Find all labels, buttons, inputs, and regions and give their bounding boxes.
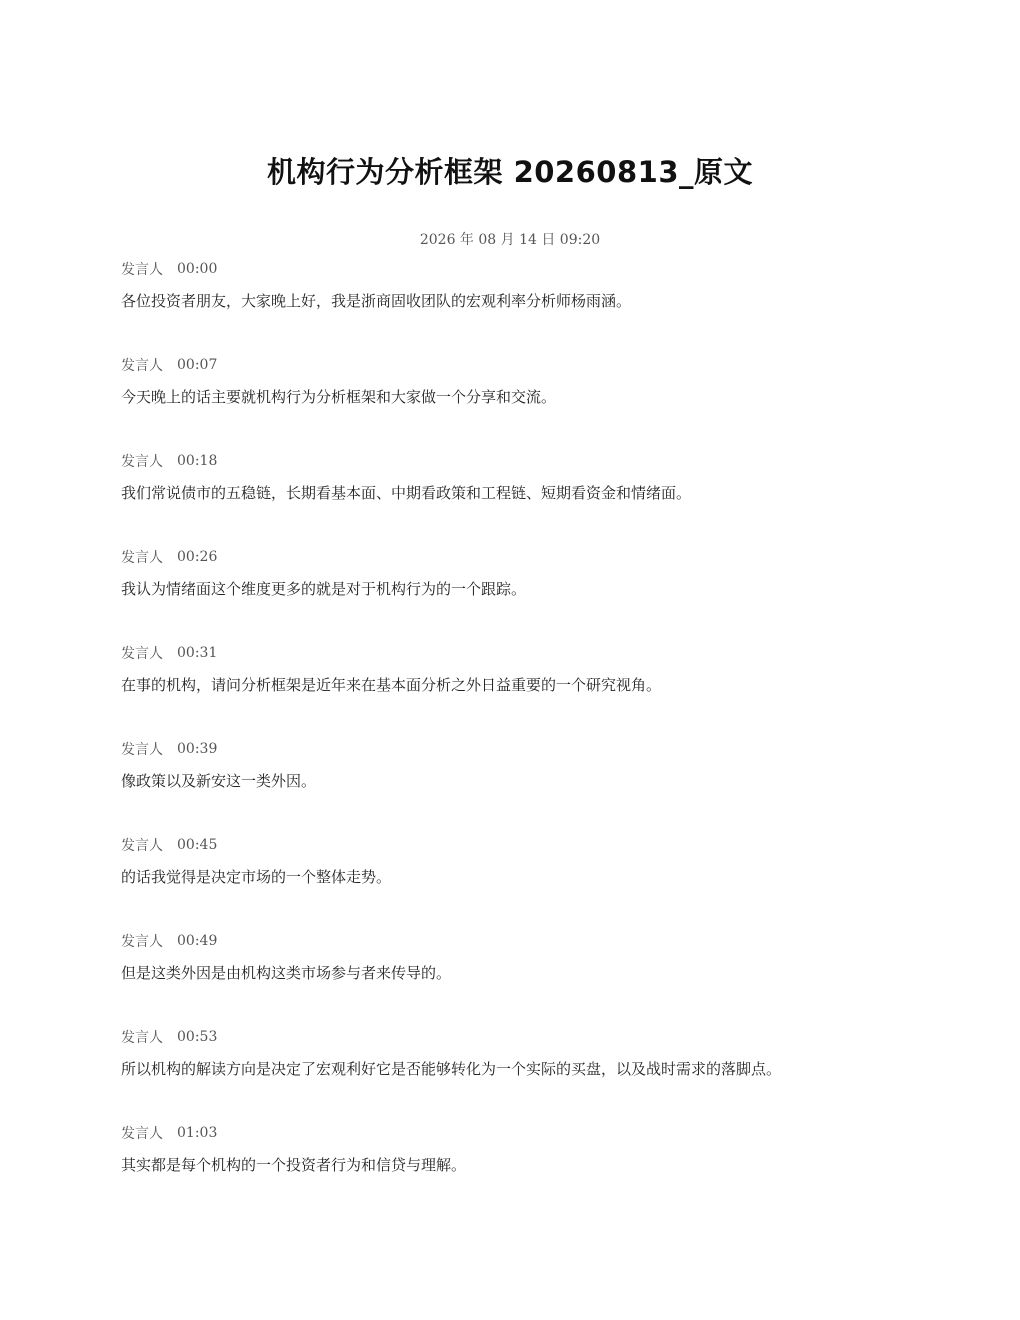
entry-text: 我认为情绪面这个维度更多的就是对于机构行为的一个跟踪。 [121, 580, 527, 598]
entry-text: 像政策以及新安这一类外因。 [121, 772, 317, 790]
timestamp: 00:45 [177, 837, 218, 853]
entry-meta [121, 1122, 901, 1144]
transcript-entry [121, 642, 901, 738]
speaker-label: 发言人 [121, 454, 163, 470]
transcript-entry [121, 450, 901, 546]
transcript-entry [121, 930, 901, 1026]
transcript-entry [121, 834, 901, 930]
speaker-label: 发言人 [121, 550, 163, 566]
entry-text: 的话我觉得是决定市场的一个整体走势。 [121, 868, 392, 886]
entry-meta [121, 834, 901, 856]
entry-meta [121, 354, 901, 376]
entry-text: 其实都是每个机构的一个投资者行为和信贷与理解。 [121, 1156, 467, 1174]
timestamp: 00:18 [177, 453, 218, 469]
entry-text: 所以机构的解读方向是决定了宏观利好它是否能够转化为一个实际的买盘，以及战时需求的落脚点。 [121, 1060, 782, 1078]
entry-meta [121, 258, 901, 280]
entry-meta [121, 546, 901, 568]
timestamp: 00:26 [177, 549, 218, 565]
entry-text: 我们常说债市的五稳链，长期看基本面、中期看政策和工程链、短期看资金和情绪面。 [121, 484, 692, 502]
speaker-label: 发言人 [121, 1126, 163, 1142]
entry-text: 在事的机构，请问分析框架是近年来在基本面分析之外日益重要的一个研究视角。 [121, 676, 662, 694]
speaker-label: 发言人 [121, 262, 163, 278]
entry-meta [121, 450, 901, 472]
transcript-entry [121, 1026, 901, 1122]
entry-text: 各位投资者朋友，大家晚上好，我是浙商固收团队的宏观利率分析师杨雨涵。 [121, 292, 632, 310]
document-title: 机构行为分析框架 20260813_原文 [266, 155, 754, 189]
timestamp: 00:39 [177, 741, 218, 757]
speaker-label: 发言人 [121, 1030, 163, 1046]
entry-meta [121, 642, 901, 664]
timestamp: 00:53 [177, 1029, 218, 1045]
transcript-list [121, 258, 901, 1218]
entry-text: 今天晚上的话主要就机构行为分析框架和大家做一个分享和交流。 [121, 388, 557, 406]
entry-text: 但是这类外因是由机构这类市场参与者来传导的。 [121, 964, 452, 982]
transcript-entry [121, 546, 901, 642]
transcript-entry [121, 354, 901, 450]
timestamp: 01:03 [177, 1125, 218, 1141]
entry-meta [121, 1026, 901, 1048]
transcript-entry [121, 1122, 901, 1218]
transcript-entry [121, 738, 901, 834]
timestamp: 00:49 [177, 933, 218, 949]
entry-meta [121, 738, 901, 760]
speaker-label: 发言人 [121, 838, 163, 854]
speaker-label: 发言人 [121, 742, 163, 758]
speaker-label: 发言人 [121, 934, 163, 950]
transcript-entry [121, 258, 901, 354]
timestamp: 00:31 [177, 645, 218, 661]
speaker-label: 发言人 [121, 646, 163, 662]
timestamp: 00:07 [177, 357, 218, 373]
entry-meta [121, 930, 901, 952]
timestamp: 00:00 [177, 261, 218, 277]
document-date: 2026 年 08 月 14 日 09:20 [419, 232, 601, 248]
speaker-label: 发言人 [121, 358, 163, 374]
